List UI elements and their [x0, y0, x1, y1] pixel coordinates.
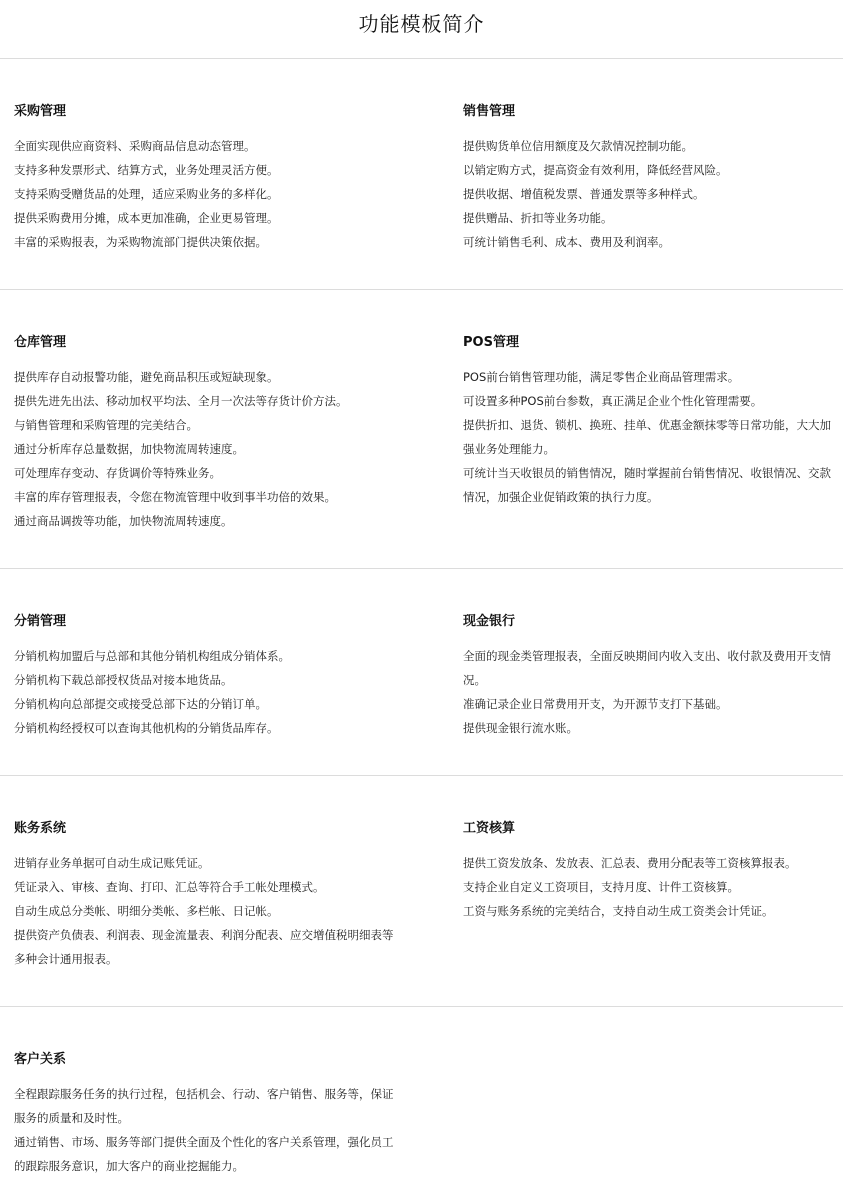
divider: [0, 775, 843, 776]
feature-line: 提供采购费用分摊，成本更加准确，企业更易管理。: [14, 211, 279, 225]
feature-line: 支持多种发票形式、结算方式，业务处理灵活方便。: [14, 163, 279, 177]
section-title: 客户关系: [14, 1052, 67, 1067]
feature-line: 可处理库存变动、存货调价等特殊业务。: [14, 466, 221, 480]
section-title: 销售管理: [463, 104, 516, 119]
feature-line: 分销机构经授权可以查询其他机构的分销货品库存。: [14, 721, 279, 735]
feature-line: 通过销售、市场、服务等部门提供全面及个性化的客户关系管理，强化员工的跟踪服务意识，加大客户的商业挖掘能力。: [14, 1135, 394, 1173]
feature-line: 分销机构向总部提交或接受总部下达的分销订单。: [14, 697, 267, 711]
section-title: 账务系统: [14, 821, 67, 836]
section-title: POS管理: [463, 335, 519, 350]
feature-line: 提供赠品、折扣等业务功能。: [463, 211, 613, 225]
feature-line: 提供工资发放条、发放表、汇总表、费用分配表等工资核算报表。: [463, 856, 797, 870]
feature-line: 凭证录入、审核、查询、打印、汇总等符合手工帐处理模式。: [14, 880, 325, 894]
feature-line: 分销机构下载总部授权货品对接本地货品。: [14, 673, 233, 687]
section-purchase: [14, 104, 394, 254]
section-accounting: [14, 821, 394, 971]
feature-line: 分销机构加盟后与总部和其他分销机构组成分销体系。: [14, 649, 290, 663]
feature-line: 可统计当天收银员的销售情况，随时掌握前台销售情况、收银情况、交款情况，加强企业促销政策的执行力度。: [463, 466, 831, 504]
feature-line: 与销售管理和采购管理的完美结合。: [14, 418, 198, 432]
section-cash-bank: [463, 614, 838, 740]
section-title: 采购管理: [14, 104, 67, 119]
section-title: 分销管理: [14, 614, 67, 629]
feature-line: 自动生成总分类帐、明细分类帐、多栏帐、日记帐。: [14, 904, 279, 918]
feature-line: 提供先进先出法、移动加权平均法、全月一次法等存货计价方法。: [14, 394, 348, 408]
divider: [0, 568, 843, 569]
feature-line: 提供现金银行流水账。: [463, 721, 578, 735]
feature-line: 支持企业自定义工资项目，支持月度、计件工资核算。: [463, 880, 739, 894]
feature-line: 可设置多种POS前台参数，真正满足企业个性化管理需要。: [463, 394, 763, 408]
feature-line: 提供折扣、退货、锁机、换班、挂单、优惠金额抹零等日常功能，大大加强业务处理能力。: [463, 418, 831, 456]
feature-line: 通过商品调拨等功能，加快物流周转速度。: [14, 514, 233, 528]
feature-line: 工资与账务系统的完美结合，支持自动生成工资类会计凭证。: [463, 904, 774, 918]
section-crm: [14, 1052, 394, 1178]
section-title: 工资核算: [463, 821, 516, 836]
feature-line: 丰富的采购报表，为采购物流部门提供决策依据。: [14, 235, 267, 249]
page-title: 功能模板简介: [358, 12, 485, 36]
feature-line: 提供购货单位信用额度及欠款情况控制功能。: [463, 139, 693, 153]
section-title: 仓库管理: [14, 335, 67, 350]
feature-line: 通过分析库存总量数据，加快物流周转速度。: [14, 442, 244, 456]
divider: [0, 1006, 843, 1007]
feature-line: 可统计销售毛利、成本、费用及利润率。: [463, 235, 670, 249]
feature-line: 全程跟踪服务任务的执行过程，包括机会、行动、客户销售、服务等，保证服务的质量和及时性。: [14, 1087, 394, 1125]
divider: [0, 58, 843, 59]
feature-line: POS前台销售管理功能，满足零售企业商品管理需求。: [463, 370, 740, 384]
feature-line: 全面的现金类管理报表，全面反映期间内收入支出、收付款及费用开支情况。: [463, 649, 831, 687]
feature-line: 全面实现供应商资料、采购商品信息动态管理。: [14, 139, 256, 153]
section-sales: [463, 104, 838, 254]
section-payroll: [463, 821, 838, 923]
feature-line: 准确记录企业日常费用开支，为开源节支打下基础。: [463, 697, 728, 711]
feature-line: 支持采购受赠货品的处理，适应采购业务的多样化。: [14, 187, 279, 201]
feature-line: 提供收据、增值税发票、普通发票等多种样式。: [463, 187, 705, 201]
feature-line: 以销定购方式，提高资金有效利用，降低经营风险。: [463, 163, 728, 177]
feature-line: 提供资产负债表、利润表、现金流量表、利润分配表、应交增值税明细表等多种会计通用报表。: [14, 928, 394, 966]
section-title: 现金银行: [463, 614, 516, 629]
section-warehouse: [14, 335, 394, 533]
feature-line: 提供库存自动报警功能，避免商品积压或短缺现象。: [14, 370, 279, 384]
feature-line: 丰富的库存管理报表，令您在物流管理中收到事半功倍的效果。: [14, 490, 336, 504]
section-distribution: [14, 614, 394, 740]
section-pos: [463, 335, 838, 509]
divider: [0, 289, 843, 290]
feature-line: 进销存业务单据可自动生成记账凭证。: [14, 856, 210, 870]
